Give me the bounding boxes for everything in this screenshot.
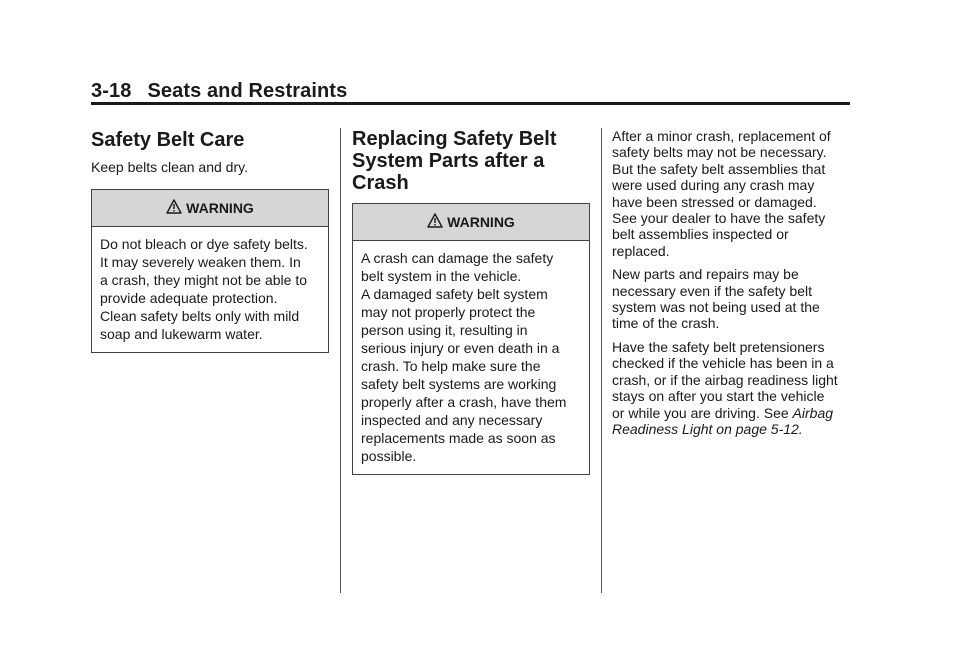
warning-line: crash. To help make sure the xyxy=(361,358,541,374)
warning-line: belt system in the vehicle. xyxy=(361,268,522,284)
paragraph-new-parts xyxy=(612,266,857,332)
text-line: necessary even if the safety belt xyxy=(612,282,812,299)
text-line: were used during any crash may xyxy=(612,177,815,194)
text-line: or while you are driving. See xyxy=(612,404,793,421)
warning-line: replacements made as soon as xyxy=(361,430,556,446)
link-text[interactable]: Readiness Light on page 5-12. xyxy=(612,420,803,437)
section-title: Seats and Restraints xyxy=(147,80,348,102)
text-line: safety belts may not be necessary. xyxy=(612,144,827,161)
text-line: system was not being used at the xyxy=(612,299,820,316)
header-rule xyxy=(91,102,850,105)
warning-line: soap and lukewarm water. xyxy=(100,326,263,343)
paragraph-minor-crash xyxy=(612,128,857,259)
text-line: But the safety belt assemblies that xyxy=(612,160,826,177)
warning-line: person using it, resulting in xyxy=(361,322,528,338)
heading-line: Replacing Safety Belt xyxy=(352,128,557,150)
warning-header xyxy=(92,190,328,227)
warning-header xyxy=(353,204,589,241)
page-number: 3-18 xyxy=(91,80,132,102)
warning-line: Do not bleach or dye safety belts. xyxy=(100,236,308,253)
heading-line: System Parts after a xyxy=(352,150,545,172)
warning-body xyxy=(92,227,328,352)
text-line: replaced. xyxy=(612,242,670,259)
text-line: time of the crash. xyxy=(612,315,720,332)
text-line: See your dealer to have the safety xyxy=(612,210,826,227)
column-divider-1 xyxy=(340,128,341,593)
warning-line: safety belt systems are working xyxy=(361,376,557,392)
text-line: Have the safety belt pretensioners xyxy=(612,338,825,355)
warning-label: WARNING xyxy=(186,200,254,217)
warning-line: inspected and any necessary xyxy=(361,412,543,428)
text-line: stays on after you start the vehicle xyxy=(612,388,825,405)
paragraph-pretensioners xyxy=(612,339,857,437)
heading-safety-belt-care: Safety Belt Care xyxy=(91,129,245,151)
warning-line: a crash, they might not be able to xyxy=(100,272,308,289)
heading-replacing-parts xyxy=(352,128,590,194)
warning-triangle-icon xyxy=(166,199,186,217)
text-line: New parts and repairs may be xyxy=(612,266,799,283)
intro-text: Keep belts clean and dry. xyxy=(91,159,248,175)
warning-line: possible. xyxy=(361,448,417,464)
warning-box-care xyxy=(91,189,329,353)
warning-line: Clean safety belts only with mild xyxy=(100,308,300,325)
warning-box-crash xyxy=(352,203,590,475)
text-line: belt assemblies inspected or xyxy=(612,226,789,243)
warning-line: properly after a crash, have them xyxy=(361,394,567,410)
link-text[interactable]: Airbag xyxy=(792,404,834,421)
warning-line: A damaged safety belt system xyxy=(361,286,548,302)
column-safety-belt-care xyxy=(91,128,329,353)
warning-line: It may severely weaken them. In xyxy=(100,254,301,271)
column-body-text xyxy=(612,128,857,437)
warning-body xyxy=(353,241,589,474)
column-replacing-parts xyxy=(352,128,590,475)
warning-triangle-icon xyxy=(427,213,447,231)
text-line: After a minor crash, replacement of xyxy=(612,128,831,144)
text-line: crash, or if the airbag readiness light xyxy=(612,371,838,388)
heading-line: Crash xyxy=(352,172,409,194)
column-divider-2 xyxy=(601,128,602,593)
warning-line: serious injury or even death in a xyxy=(361,340,560,356)
text-line: checked if the vehicle has been in a xyxy=(612,355,834,372)
page-header xyxy=(91,80,347,103)
warning-line: A crash can damage the safety xyxy=(361,250,554,266)
warning-line: may not properly protect the xyxy=(361,304,536,320)
warning-line: provide adequate protection. xyxy=(100,290,278,307)
text-line: have been stressed or damaged. xyxy=(612,193,817,210)
warning-label: WARNING xyxy=(447,214,515,230)
